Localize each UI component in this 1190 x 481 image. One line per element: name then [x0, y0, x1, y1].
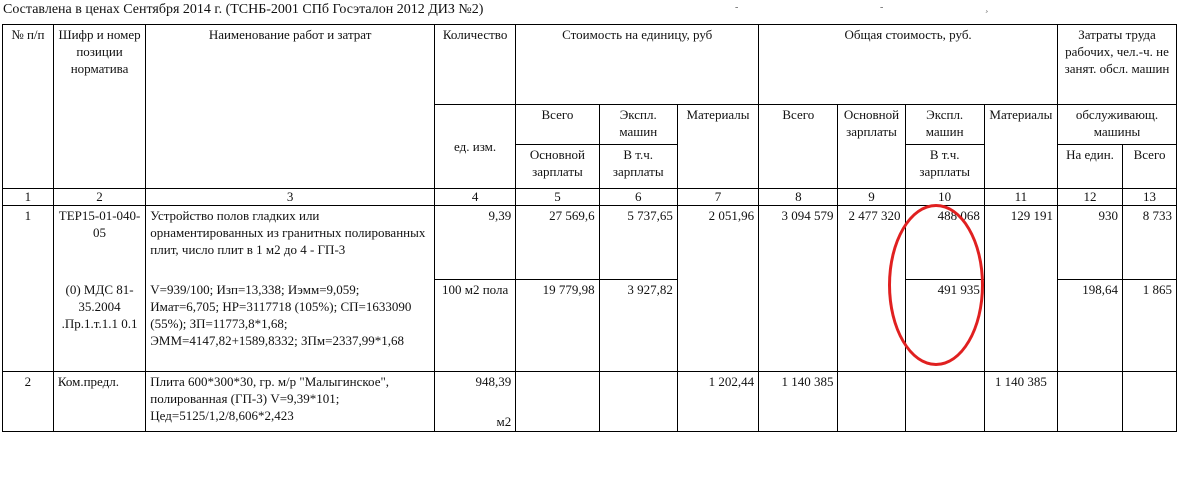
- header-unit-measure: ед. изм.: [434, 105, 515, 189]
- header-materials-unit: Материалы: [677, 105, 758, 189]
- table-row: [3, 206, 1177, 280]
- header-incl-salary: В т.ч. зарплаты: [599, 145, 677, 189]
- row-code: Ком.предл.: [53, 372, 145, 432]
- row-cell: [516, 372, 599, 432]
- col-number: 10: [905, 189, 984, 206]
- row-name: Плита 600*300*30, гр. м/р "Малыгинское", полированная (ГП-3) V=9,39*101; Цед=5125/1,2/8,606*2,423: [146, 372, 435, 432]
- row-cell: 1 140 385: [759, 372, 838, 432]
- header-labor: Затраты труда рабочих, чел.-ч. не занят. обсл. машин: [1058, 25, 1177, 105]
- header-num: № п/п: [3, 25, 54, 189]
- row-cell: [1058, 372, 1123, 432]
- row-code-ref: (0) МДС 81-35.2004 .Пр.1.т.1.1 0.1: [53, 280, 145, 372]
- header-incl-salary2: В т.ч. зарплаты: [905, 145, 984, 189]
- row-calc: V=939/100; Изп=13,338; Иэмм=9,059; Имат=6,705; НР=3117718 (105%); СП=1633090 (55%); ЗП=11773,8*1,68; ЭММ=4147,82+1589,8332; ЗПм=2337,99*1,68: [146, 280, 435, 372]
- row-code: ТЕР15-01-040-05: [53, 206, 145, 280]
- col-number: 8: [759, 189, 838, 206]
- row-cell: 2 477 320: [838, 206, 905, 372]
- row-num: 2: [3, 372, 54, 432]
- table-row: [3, 372, 1177, 432]
- row-cell: 2 051,96: [677, 206, 758, 372]
- header-basic-salary: Основной зарплаты: [516, 145, 599, 189]
- header-total-cost: Общая стоимость, руб.: [759, 25, 1058, 105]
- header-code: Шифр и номер позиции норматива: [53, 25, 145, 189]
- row-num: 1: [3, 206, 54, 372]
- col-number: 13: [1123, 189, 1177, 206]
- col-number: 3: [146, 189, 435, 206]
- row-cell: 8 733: [1123, 206, 1177, 280]
- estimate-caption: Составлена в ценах Сентября 2014 г. (ТСНБ-2001 СПб Госэталон 2012 ДИЗ №2): [3, 2, 484, 17]
- row-cell: 1 140 385: [984, 372, 1057, 432]
- row-cell: 3 927,82: [599, 280, 677, 372]
- col-number: 5: [516, 189, 599, 206]
- col-number: 1: [3, 189, 54, 206]
- row-name: Устройство полов гладких или орнаментированных из гранитных полированных плит, число плит в 1 м2 до 4 - ГП-3: [146, 206, 435, 280]
- row-cell: 1 865: [1123, 280, 1177, 372]
- col-number: 12: [1058, 189, 1123, 206]
- row-cell: [1123, 372, 1177, 432]
- header-unit-cost: Стоимость на единицу, руб: [516, 25, 759, 105]
- column-numbers-row: [3, 189, 1177, 206]
- header-basic-salary-total: Основной зарплаты: [838, 105, 905, 189]
- row-cell: 19 779,98: [516, 280, 599, 372]
- row-cell: 930: [1058, 206, 1123, 280]
- header-per-unit: На един.: [1058, 145, 1123, 189]
- scan-mark: -: [880, 2, 884, 13]
- row-cell: 5 737,65: [599, 206, 677, 280]
- col-number: 7: [677, 189, 758, 206]
- row-cell: 129 191: [984, 206, 1057, 372]
- row-cell: 1 202,44: [677, 372, 758, 432]
- row-cell: 488 068: [905, 206, 984, 280]
- header-materials-total: Материалы: [984, 105, 1057, 189]
- row-unit: 100 м2 пола: [434, 280, 515, 372]
- col-number: 6: [599, 189, 677, 206]
- header-machines: Экспл. машин: [599, 105, 677, 145]
- header-name: Наименование работ и затрат: [146, 25, 435, 189]
- estimate-table: [2, 24, 1177, 432]
- row-cell: [905, 372, 984, 432]
- col-number: 11: [984, 189, 1057, 206]
- row-cell: 27 569,6: [516, 206, 599, 280]
- header-serving-machines: обслуживающ. машины: [1058, 105, 1177, 145]
- row-cell: 491 935: [905, 280, 984, 372]
- scan-mark: ¸: [985, 2, 989, 13]
- scan-mark: -: [735, 2, 739, 13]
- header-total2: Всего: [759, 105, 838, 189]
- header-row: [3, 25, 1177, 105]
- row-qty-value: 948,39: [475, 374, 512, 389]
- row-qty: [434, 372, 515, 432]
- header-qty: Количество: [434, 25, 515, 105]
- col-number: 9: [838, 189, 905, 206]
- row-qty: 9,39: [434, 206, 515, 280]
- row-cell: [838, 372, 905, 432]
- row-cell: 3 094 579: [759, 206, 838, 372]
- header-machines2: Экспл. машин: [905, 105, 984, 145]
- col-number: 2: [53, 189, 145, 206]
- header-total: Всего: [516, 105, 599, 145]
- header-total3: Всего: [1123, 145, 1177, 189]
- col-number: 4: [434, 189, 515, 206]
- row-cell: 198,64: [1058, 280, 1123, 372]
- row-cell: [599, 372, 677, 432]
- row-unit: м2: [496, 414, 512, 429]
